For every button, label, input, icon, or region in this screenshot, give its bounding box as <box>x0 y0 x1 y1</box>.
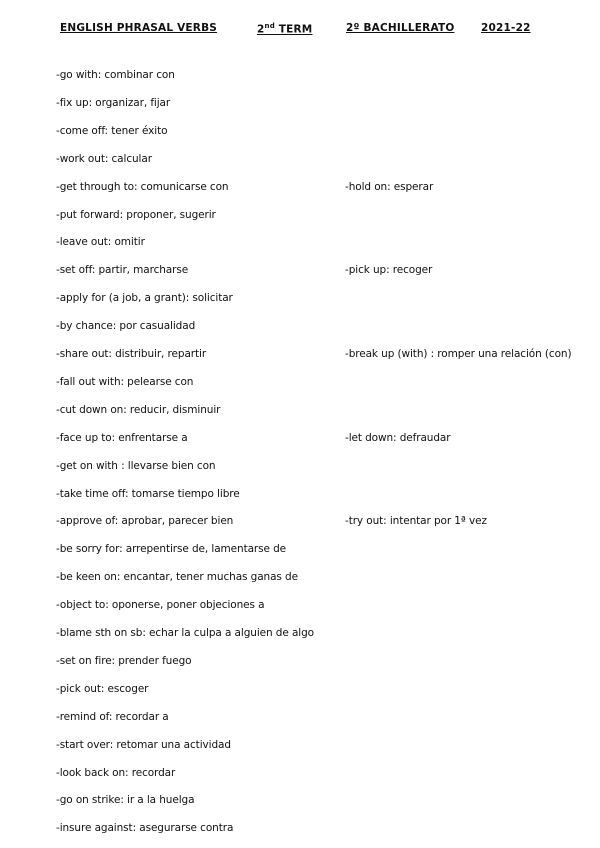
phrasal-verb-entry: -approve of: aprobar, parecer bien <box>56 515 234 528</box>
course-label: 2º BACHILLERATO <box>346 22 455 34</box>
phrasal-verb-entry: -be sorry for: arrepentirse de, lamentarse de <box>56 543 287 556</box>
phrasal-verb-entry: -set on fire: prender fuego <box>56 654 192 667</box>
phrasal-verb-entry: -object to: oponerse, poner objeciones a <box>56 599 265 612</box>
phrasal-verb-entry-right: -hold on: esperar <box>345 180 434 193</box>
year-label: 2021-22 <box>481 22 531 34</box>
phrasal-verb-entry: -take time off: tomarse tiempo libre <box>56 487 240 500</box>
phrasal-verb-entry: -pick out: escoger <box>56 682 149 695</box>
term-suffix: nd <box>264 22 275 30</box>
phrasal-verb-entry: -share out: distribuir, repartir <box>56 348 207 360</box>
document-header <box>0 22 600 38</box>
phrasal-verb-entry: -remind of: recordar a <box>56 710 169 723</box>
phrasal-verb-entry: -cut down on: reducir, disminuir <box>56 403 221 416</box>
phrasal-verb-entry: -apply for (a job, a grant): solicitar <box>56 292 233 305</box>
phrasal-verb-entry: -get through to: comunicarse con <box>56 180 229 193</box>
term-number: 2 <box>257 23 265 36</box>
phrasal-verb-entry: -set off: partir, marcharse <box>56 264 189 277</box>
phrasal-verb-entry: -get on with : llevarse bien con <box>56 459 216 472</box>
phrasal-verb-entry: -come off: tener éxito <box>56 124 168 137</box>
phrasal-verb-entry: -insure against: asegurarse contra <box>56 822 234 835</box>
document-title: ENGLISH PHRASAL VERBS <box>60 22 218 34</box>
phrasal-verb-entry: -leave out: omitir <box>56 236 145 249</box>
term-label <box>257 22 312 36</box>
phrasal-verb-entry: -blame sth on sb: echar la culpa a alguien de algo <box>56 627 315 639</box>
phrasal-verb-entry-right: -break up (with) : romper una relación (con) <box>345 348 572 360</box>
phrasal-verb-entry: -look back on: recordar <box>56 766 176 779</box>
phrasal-verb-entry: -work out: calcular <box>56 152 152 165</box>
term-word: TERM <box>274 23 313 36</box>
phrasal-verb-entry: -go with: combinar con <box>56 69 175 81</box>
phrasal-verb-entry: -be keen on: encantar, tener muchas ganas de <box>56 571 298 584</box>
phrasal-verb-entry: -start over: retomar una actividad <box>56 738 231 751</box>
phrasal-verb-entry: -fall out with: pelearse con <box>56 375 194 388</box>
phrasal-verb-entry: -fix up: organizar, fijar <box>56 96 171 109</box>
phrasal-verb-entry-right: -try out: intentar por 1ª vez <box>345 515 487 528</box>
phrasal-verb-entry: -by chance: por casualidad <box>56 320 196 333</box>
phrasal-verb-entry-right: -let down: defraudar <box>345 431 451 444</box>
phrasal-verb-entry: -face up to: enfrentarse a <box>56 431 188 444</box>
phrasal-verb-entry: -put forward: proponer, sugerir <box>56 208 216 221</box>
phrasal-verb-entry-right: -pick up: recoger <box>345 264 433 277</box>
phrasal-verb-entry: -go on strike: ir a la huelga <box>56 794 195 807</box>
